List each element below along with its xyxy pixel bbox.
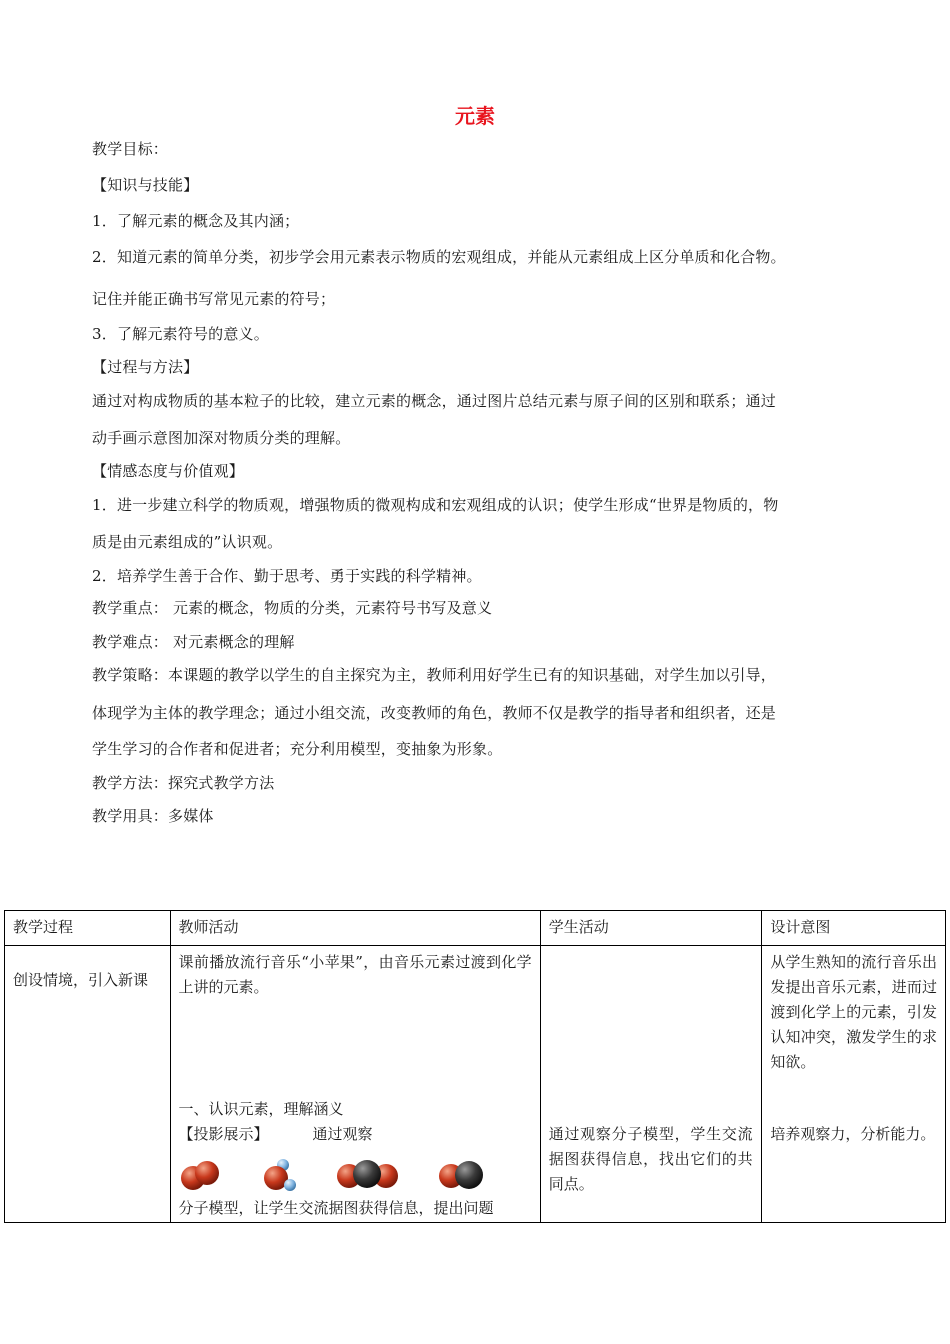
text-line: 教学方法：探究式教学方法	[92, 774, 275, 792]
carbon-monoxide-molecule-icon	[437, 1158, 487, 1192]
section-heading: 【知识与技能】	[92, 176, 199, 194]
text-line: 2．知道元素的简单分类，初步学会用元素表示物质的宏观组成，并能从元素组成上区分单质和化合物。	[92, 248, 786, 266]
observe-text: 通过观察	[312, 1125, 373, 1143]
text-line: 2．培养学生善于合作、勤于思考、勇于实践的科学精神。	[92, 567, 482, 585]
text-line: 教学难点： 对元素概念的理解	[92, 633, 295, 651]
text-line: 3．了解元素符号的意义。	[92, 325, 269, 343]
text-line: 动手画示意图加深对物质分类的理解。	[92, 429, 351, 447]
design-intent-text-1: 从学生熟知的流行音乐出发提出音乐元素，进而过渡到化学上的元素，引发认知冲突，激发学生的求知欲。	[770, 953, 937, 1071]
text-line: 1．进一步建立科学的物质观，增强物质的微观构成和宏观组成的认识；使学生形成“世界是物质的，物	[92, 496, 779, 514]
lesson-table	[4, 910, 946, 1223]
table-row	[5, 946, 946, 1223]
table-header-row	[5, 911, 946, 946]
design-intent-cell	[762, 946, 946, 1223]
text-line: 体现学为主体的教学理念；通过小组交流，改变教师的角色，教师不仅是教学的指导者和组织者，还是	[92, 704, 777, 722]
projection-label: 【投影展示】	[178, 1125, 269, 1143]
header-cell: 教师活动	[170, 911, 540, 946]
molecule-models	[179, 1156, 487, 1194]
text-line: 教学目标：	[92, 140, 169, 158]
teacher-activity-cell	[170, 946, 540, 1223]
carbon-dioxide-molecule-icon	[335, 1158, 401, 1192]
text-line: 教学策略：本课题的教学以学生的自主探究为主，教师利用好学生已有的知识基础，对学生加以引导，	[92, 666, 777, 684]
document-title: 元素	[455, 104, 495, 128]
text-line: 通过对构成物质的基本粒子的比较，建立元素的概念，通过图片总结元素与原子间的区别和联系；通过	[92, 392, 777, 410]
text-line: 学生学习的合作者和促进者；充分利用模型，变抽象为形象。	[92, 740, 503, 758]
teacher-section-heading: 一、认识元素，理解涵义	[178, 1100, 344, 1118]
text-line: 记住并能正确书写常见元素的符号；	[92, 290, 336, 308]
design-intent-text-2: 培养观察力，分析能力。	[770, 1125, 936, 1143]
text-line: 教学重点： 元素的概念，物质的分类，元素符号书写及意义	[92, 599, 493, 617]
header-cell: 设计意图	[762, 911, 946, 946]
text-line: 质是由元素组成的”认识观。	[92, 533, 283, 551]
student-activity-cell	[540, 946, 762, 1223]
teacher-after-text: 分子模型，让学生交流据图获得信息，提出问题	[178, 1199, 494, 1217]
section-heading: 【过程与方法】	[92, 358, 199, 376]
section-heading: 【情感态度与价值观】	[92, 462, 245, 480]
header-cell: 教学过程	[5, 911, 171, 946]
text-line: 教学用具：多媒体	[92, 807, 214, 825]
header-cell: 学生活动	[540, 911, 762, 946]
student-activity-text: 通过观察分子模型，学生交流据图获得信息，找出它们的共同点。	[548, 1125, 753, 1193]
oxygen-molecule-icon	[179, 1158, 223, 1192]
teacher-intro-text: 课前播放流行音乐“小苹果”，由音乐元素过渡到化学上讲的元素。	[178, 953, 532, 996]
process-cell: 创设情境，引入新课	[13, 971, 149, 989]
text-line: 1．了解元素的概念及其内涵；	[92, 212, 300, 230]
water-molecule-icon	[259, 1156, 299, 1194]
